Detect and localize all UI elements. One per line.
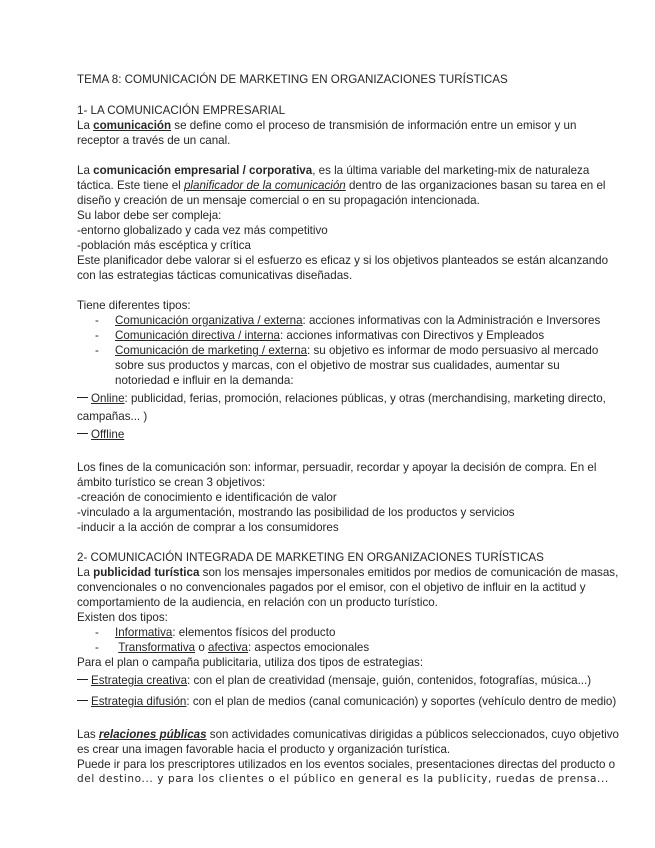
document-title: TEMA 8: COMUNICACIÓN DE MARKETING EN ORGANIZACIONES TURÍSTICAS bbox=[77, 73, 508, 86]
paragraph-line: La comunicación empresarial / corporativa, es la última variable del marketing-mix de naturaleza bbox=[77, 164, 590, 177]
list-item-continuation: notoriedad e influir en la demanda: bbox=[115, 374, 294, 387]
paragraph-line: es crear una imagen favorable hacia el producto y organización turística. bbox=[77, 743, 451, 756]
paragraph-line: Las relaciones públicas son actividades comunicativas dirigidas a públicos seleccionados, cuyo objetivo bbox=[77, 728, 619, 741]
term-relaciones-publicas: relaciones públicas bbox=[98, 728, 207, 741]
section-1-heading: 1- LA COMUNICACIÓN EMPRESARIAL bbox=[77, 104, 286, 117]
paragraph-line: -creación de conocimiento e identificación de valor bbox=[77, 491, 337, 504]
paragraph-line: Su labor debe ser compleja: bbox=[77, 209, 222, 222]
types-intro: Tiene diferentes tipos: bbox=[77, 299, 191, 312]
term-comunicacion-empresarial: comunicación empresarial / corporativa bbox=[93, 164, 313, 177]
dash-icon bbox=[77, 700, 88, 701]
dash-icon bbox=[77, 433, 88, 434]
strategy-item: Estrategia creativa: con el plan de creatividad (mensaje, guión, contenidos, fotografías, música...) bbox=[77, 673, 585, 688]
term-planificador: planificador de la comunicación bbox=[183, 179, 346, 192]
paragraph-line: Este planificador debe valorar si el esfuerzo es eficaz y si los objetivos planteados se están alcanzando bbox=[77, 254, 609, 267]
paragraph-line: La publicidad turística son los mensajes impersonales emitidos por medios de comunicación de masas, bbox=[77, 566, 619, 579]
term-comunicacion: comunicación bbox=[93, 119, 172, 132]
paragraph-line: campañas... ) bbox=[77, 410, 148, 423]
paragraph-line: -vinculado a la argumentación, mostrando las posibilidad de los productos y servicios bbox=[77, 506, 515, 519]
term-publicidad-turistica: publicidad turística bbox=[93, 566, 200, 579]
paragraph-line: Los fines de la comunicación son: informar, persuadir, recordar y apoyar la decisión de compra. En el bbox=[77, 461, 597, 474]
paragraph-line: comportamiento de la audiencia, en relación con un producto turístico. bbox=[77, 596, 438, 609]
section-2-heading: 2- COMUNICACIÓN INTEGRADA DE MARKETING EN ORGANIZACIONES TURÍSTICAS bbox=[77, 551, 544, 564]
paragraph-line: ámbito turístico se crean 3 objetivos: bbox=[77, 476, 266, 489]
list-item: - Informativa: elementos físicos del producto bbox=[95, 626, 336, 639]
paragraph-line: táctica. Este tiene el planificador de la comunicación dentro de las organizaciones basan su tarea en el bbox=[77, 179, 606, 192]
dash-icon bbox=[77, 679, 88, 680]
offline-item: Offline bbox=[77, 427, 585, 442]
paragraph-line: Puede ir para los prescriptores utilizados en los eventos sociales, presentaciones directas del producto o bbox=[77, 758, 616, 771]
paragraph-line: diseño y creación de un mensaje comercial o en su propagación intencionada. bbox=[77, 194, 480, 207]
strategy-item: Estrategia difusión: con el plan de medios (canal comunicación) y soportes (vehículo dentro de medio) bbox=[77, 694, 585, 709]
list-item: - Comunicación organizativa / externa: acciones informativas con la Administración e Inversores bbox=[95, 314, 601, 327]
paragraph-line: Existen dos tipos: bbox=[77, 611, 168, 624]
paragraph-line: receptor a través de un canal. bbox=[77, 134, 231, 147]
paragraph-line: -población más escéptica y crítica bbox=[77, 239, 251, 252]
list-item: - Comunicación de marketing / externa: su objetivo es informar de modo persuasivo al mercado bbox=[95, 344, 599, 357]
list-item-continuation: sobre sus productos y marcas, con el objetivo de mostrar sus cualidades, aumentar su bbox=[115, 359, 560, 372]
dash-icon bbox=[77, 397, 88, 398]
paragraph-line: con las estrategias tácticas comunicativas diseñadas. bbox=[77, 269, 353, 282]
paragraph-line: Para el plan o campaña publicitaria, utiliza dos tipos de estrategias: bbox=[77, 656, 424, 669]
list-item: - Comunicación directiva / interna: acciones informativas con Directivos y Empleados bbox=[95, 329, 545, 342]
paragraph-line: del destino... y para los clientes o el público en general es la publicity, ruedas de prensa... bbox=[77, 773, 609, 785]
online-item: Online: publicidad, ferias, promoción, relaciones públicas, y otras (merchandising, marketing directo, bbox=[77, 391, 585, 406]
paragraph-line: -entorno globalizado y cada vez más competitivo bbox=[77, 224, 328, 237]
paragraph-line: -inducir a la acción de comprar a los consumidores bbox=[77, 521, 339, 534]
list-item: - Transformativa o afectiva: aspectos emocionales bbox=[95, 641, 370, 654]
paragraph-line: convencionales o no convencionales pagados por el emisor, con el objetivo de influir en la actitud y bbox=[77, 581, 586, 594]
paragraph-line: La comunicación se define como el proceso de transmisión de información entre un emisor y un bbox=[77, 119, 577, 132]
